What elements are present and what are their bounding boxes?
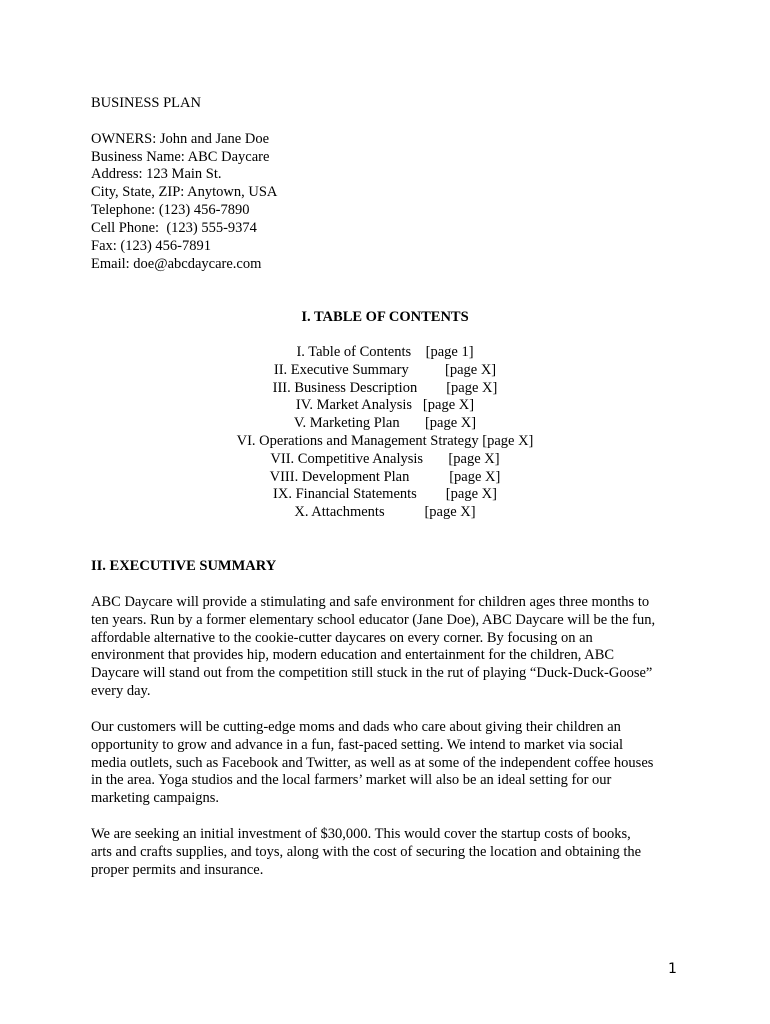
paragraph-line: media outlets, such as Facebook and Twitter, as well as at some of the independent coffee houses bbox=[91, 754, 654, 771]
paragraph-line: opportunity to grow and advance in a fun, fast-paced setting. We intend to market via social bbox=[91, 736, 624, 753]
paragraph-line: every day. bbox=[91, 682, 151, 699]
paragraph-line: environment that provides hip, modern education and entertainment for the children, ABC bbox=[91, 647, 615, 664]
email-line: Email: doe@abcdaycare.com bbox=[91, 256, 262, 272]
page-number: 1 bbox=[668, 961, 677, 977]
document-title: BUSINESS PLAN bbox=[91, 95, 201, 111]
paragraph-line: Our customers will be cutting-edge moms and dads who care about giving their children an bbox=[91, 719, 621, 735]
address-line: Address: 123 Main St. bbox=[91, 166, 222, 182]
city-state-zip-line: City, State, ZIP: Anytown, USA bbox=[91, 184, 278, 200]
owners-line: OWNERS: John and Jane Doe bbox=[91, 131, 270, 147]
paragraph-line: in the area. Yoga studios and the local farmers’ market will also be an ideal setting for our bbox=[91, 772, 612, 789]
paragraph-line: ABC Daycare will provide a stimulating and safe environment for children ages three months to bbox=[91, 594, 650, 610]
toc-entry: VIII. Development Plan [page X] bbox=[269, 468, 501, 485]
paragraph-line: We are seeking an initial investment of $30,000. This would cover the startup costs of books, bbox=[91, 826, 631, 842]
toc-entry: I. Table of Contents [page 1] bbox=[296, 344, 474, 360]
cell-phone-line: Cell Phone: (123) 555-9374 bbox=[91, 220, 257, 236]
toc-entry: III. Business Description [page X] bbox=[272, 379, 498, 396]
summary-paragraph-1 bbox=[91, 594, 691, 701]
toc-entry: IV. Market Analysis [page X] bbox=[295, 397, 475, 414]
toc-entry: X. Attachments [page X] bbox=[294, 504, 476, 521]
paragraph-line: proper permits and insurance. bbox=[91, 861, 264, 878]
paragraph-line: Daycare will stand out from the competition still stuck in the rut of playing “Duck-Duck-Goose” bbox=[91, 665, 653, 682]
business-name-line: Business Name: ABC Daycare bbox=[91, 149, 270, 165]
toc-heading: I. TABLE OF CONTENTS bbox=[301, 309, 469, 325]
toc-entry: IX. Financial Statements [page X] bbox=[273, 486, 497, 503]
summary-paragraph-3 bbox=[91, 826, 691, 879]
paragraph-line: ten years. Run by a former elementary school educator (Jane Doe), ABC Daycare will be the fun, bbox=[91, 611, 656, 628]
toc-entry: II. Executive Summary [page X] bbox=[273, 361, 497, 378]
table-of-contents bbox=[0, 344, 770, 522]
fax-line: Fax: (123) 456-7891 bbox=[91, 238, 212, 254]
toc-entry: VII. Competitive Analysis [page X] bbox=[270, 450, 500, 467]
executive-summary-heading: II. EXECUTIVE SUMMARY bbox=[91, 558, 277, 574]
summary-paragraph-2 bbox=[91, 719, 691, 808]
toc-entry: V. Marketing Plan [page X] bbox=[293, 415, 477, 432]
paragraph-line: arts and crafts supplies, and toys, along with the cost of securing the location and obtaining the bbox=[91, 843, 642, 860]
telephone-line: Telephone: (123) 456-7890 bbox=[91, 202, 250, 218]
paragraph-line: affordable alternative to the cookie-cutter daycares on every corner. By focusing on an bbox=[91, 629, 593, 646]
toc-entry: VI. Operations and Management Strategy [page X] bbox=[236, 432, 534, 449]
paragraph-line: marketing campaigns. bbox=[91, 790, 220, 807]
